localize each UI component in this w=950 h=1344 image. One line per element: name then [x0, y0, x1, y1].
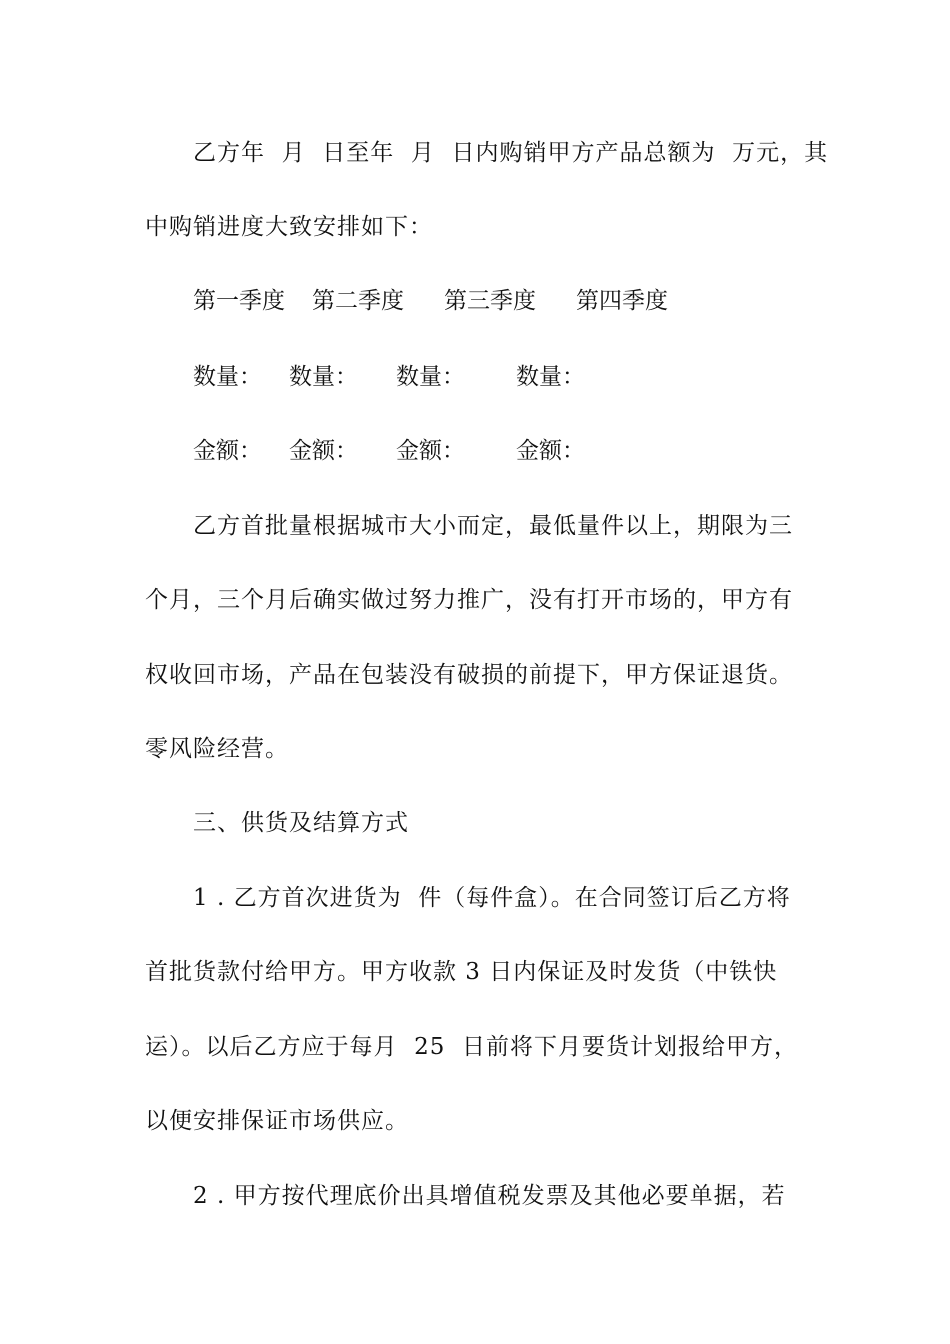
quarter-label: 第二季度 — [312, 288, 404, 314]
paragraph-2-line-1: 乙方首批量根据城市大小而定，最低量件以上，期限为三 — [193, 513, 793, 539]
quarter-label: 第四季度 — [576, 288, 668, 314]
quarter-label: 第三季度 — [444, 288, 536, 314]
paragraph-2-line-2: 个月，三个月后确实做过努力推广，没有打开市场的，甲方有 — [145, 587, 793, 613]
amount-row — [0, 436, 950, 466]
paragraph-4-line-1: 2 . 甲方按代理底价出具增值税发票及其他必要单据，若 — [193, 1183, 786, 1209]
quarters-row — [0, 286, 950, 316]
amount-label: 金额： — [396, 438, 465, 464]
amount-label: 金额： — [193, 438, 262, 464]
quantity-label: 数量： — [193, 364, 262, 390]
paragraph-3-line-2: 首批货款付给甲方。甲方收款 3 日内保证及时发货（中铁快 — [145, 959, 778, 985]
paragraph-3-line-4: 以便安排保证市场供应。 — [145, 1108, 409, 1134]
amount-label: 金额： — [516, 438, 585, 464]
section-3-heading: 三、供货及结算方式 — [193, 810, 409, 836]
amount-label: 金额： — [289, 438, 358, 464]
quantity-row — [0, 362, 950, 392]
quantity-label: 数量： — [396, 364, 465, 390]
paragraph-2-line-4: 零风险经营。 — [145, 736, 289, 762]
paragraph-3-line-3: 运）。以后乙方应于每月 25 日前将下月要货计划报给甲方， — [145, 1034, 799, 1060]
paragraph-1-line-1: 乙方年 月 日至年 月 日内购销甲方产品总额为 万元，其 — [193, 140, 829, 166]
paragraph-1-line-2: 中购销进度大致安排如下： — [145, 214, 433, 240]
paragraph-2-line-3: 权收回市场，产品在包装没有破损的前提下，甲方保证退货。 — [145, 662, 793, 688]
quantity-label: 数量： — [516, 364, 585, 390]
paragraph-3-line-1: 1 . 乙方首次进货为 件（每件盒）。在合同签订后乙方将 — [193, 885, 791, 911]
quarter-label: 第一季度 — [193, 288, 285, 314]
quantity-label: 数量： — [289, 364, 358, 390]
